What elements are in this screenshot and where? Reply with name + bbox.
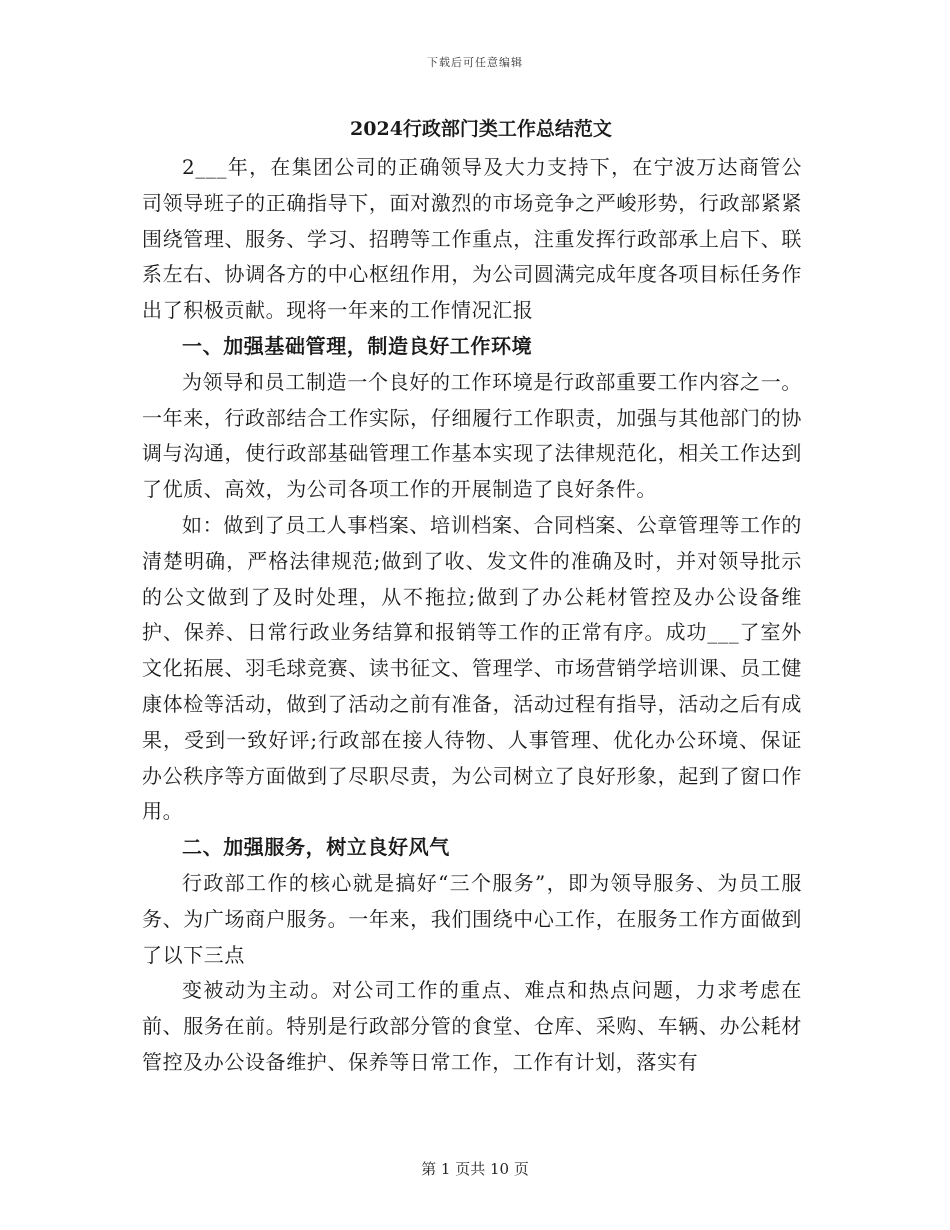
paragraph-section2-2: 变被动为主动。对公司工作的重点、难点和热点问题，力求考虑在前、服务在前。特别是行政部分管的食堂、仓库、采购、车辆、办公耗材管控及办公设备维护、保养等日常工作，工作有计划，落实有 xyxy=(142,978,802,1074)
paragraph-section1-1: 为领导和员工制造一个良好的工作环境是行政部重要工作内容之一。一年来，行政部结合工作实际，仔细履行工作职责，加强与其他部门的协调与沟通，使行政部基础管理工作基本实现了法律规范化，相关工作达到了优质、高效，为公司各项工作的开展制造了良好条件。 xyxy=(142,369,802,502)
document-title: 2024行政部门类工作总结范文 xyxy=(350,118,612,140)
page-header: 下载后可任意编辑 xyxy=(427,56,523,69)
paragraph-intro: 2___年，在集团公司的正确领导及大力支持下，在宁波万达商管公司领导班子的正确指导下，面对激烈的市场竞争之严峻形势，行政部紧紧围绕管理、服务、学习、招聘等工作重点，注重发挥行政部承上启下、联系左右、协调各方的中心枢纽作用，为公司圆满完成年度各项目标任务作出了积极贡献。现将一年来的工作情况汇报 xyxy=(142,155,802,323)
paragraph-section2-1: 行政部工作的核心就是搞好“三个服务”，即为领导服务、为员工服务、为广场商户服务。一年来，我们围绕中心工作，在服务工作方面做到了以下三点 xyxy=(142,870,802,967)
page-footer: 第 1 页共 10 页 xyxy=(421,1160,529,1178)
document-body xyxy=(142,113,802,1081)
section-heading-2: 二、加强服务，树立良好风气 xyxy=(182,835,450,860)
paragraph-section1-2: 如：做到了员工人事档案、培训档案、合同档案、公章管理等工作的清楚明确，严格法律规范;做到了收、发文件的准确及时，并对领导批示的公文做到了及时处理，从不拖拉;做到了办公耗材管控及办公设备维护、保养、日常行政业务结算和报销等工作的正常有序。成功___了室外文化拓展、羽毛球竞赛、读书征文、管理学、市场营销学培训课、员工健康体检等活动，做到了活动之前有准备，活动过程有指导，活动之后有成果，受到一致好评;行政部在接人待物、人事管理、优化办公环境、保证办公秩序等方面做到了尽职尽责，为公司树立了良好形象，起到了窗口作用。 xyxy=(142,512,802,824)
section-heading-1: 一、加强基础管理，制造良好工作环境 xyxy=(182,333,533,358)
